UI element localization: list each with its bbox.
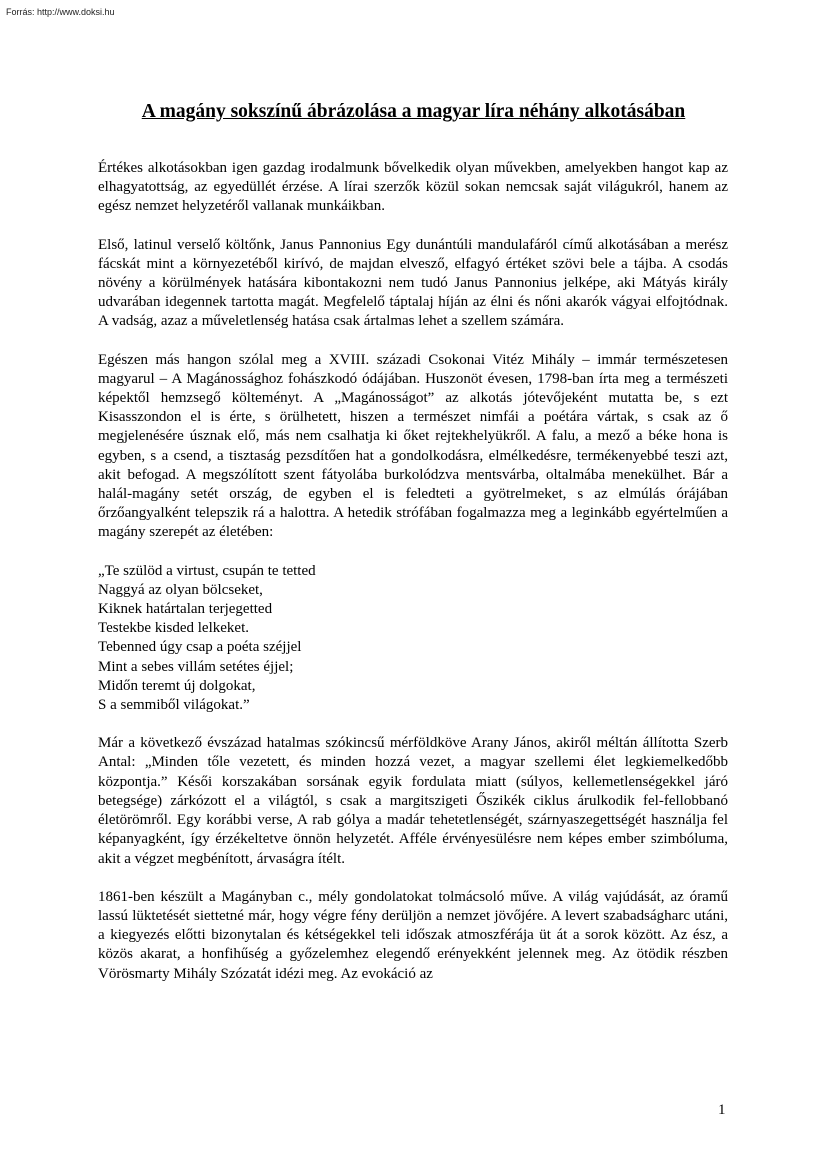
source-url: Forrás: http://www.doksi.hu (6, 7, 115, 17)
poem-line: „Te szülöd a virtust, csupán te tetted (98, 562, 316, 579)
paragraph-intro: Értékes alkotásokban igen gazdag irodalmunk bővelkedik olyan művekben, amelyekben hangot kap az elhagyatottság, az egyedüllét érzése. A lírai szerzők közül sokan nemcsak saját világukról, hanem az egész nemzet helyzetéről vallanak munkáikban. (98, 160, 728, 215)
poem-line: Naggyá az olyan bölcseket, (98, 581, 263, 598)
poem-line: Kiknek határtalan terjegetted (98, 601, 273, 618)
poem-line: Mint a sebes villám setétes éjjel; (98, 658, 294, 675)
paragraph-arany-janos: Már a következő évszázad hatalmas szókincsű mérföldköve Arany János, akiről méltán állította Szerb Antal: „Minden tőle vezetett, és minden hozzá vezet, a magyar szellemi élet legkiemelkedőbb központja.” Késői korszakában sorsának egyik fordulata miatt (súlyos, kellemetlenségekkel járó betegsége) zárkózott el a világtól, s csak a margitszigeti Őszikék ciklus árulkodik fel-fellobbanó életörömről. Egy korábbi verse, A rab gólya a madár tehetetlenségét, szárnyaszegettségét használja fel képanyagként, így érzékeltetve önnön helyzetét. Afféle érvényesülésre nem képes ember szimbóluma, akit a végzet megbénított, árvaságra ítélt. (98, 735, 728, 867)
poem-quote (98, 562, 728, 716)
paragraph-maganyban: 1861-ben készült a Magányban c., mély gondolatokat tolmácsoló műve. A világ vajúdását, az óramű lassú lüktetését siettetné már, hogy végre fény derüljön a nemzet jövőjére. A levert szabadságharc utáni, a kiegyezés előtti bizonytalan és kétségekkel teli időszak atmoszférája üt át a sorok között. Az ész, a közös akarat, a honfihűség a győzelemhez elegendő erényekként jelennek meg. Az ötödik részben Vörösmarty Mihály Szózatát idézi meg. Az evokáció az (98, 888, 728, 982)
page-title: A magány sokszínű ábrázolása a magyar líra néhány alkotásában (141, 101, 686, 122)
paragraph-janus-pannonius: Első, latinul verselő költőnk, Janus Pannonius Egy dunántúli mandulafáról című alkotásában a merész fácskát mint a környezetéből kirívó, de majdan elvesző, elfagyó értéket szövi bele a tájba. A csodás növény a körülmények hatására kibontakozni nem tudó Janus Pannonius jelképe, aki Mátyás király udvarában idegennek tartotta magát. Megfelelő táptalaj híján az élni és nőni akarók vágyai elfojtódnak. A vadság, azaz a műveletlenség hatása csak ártalmas lehet a szellem számára. (98, 236, 728, 330)
document-body (98, 159, 728, 1003)
poem-line: S a semmiből világokat.” (98, 697, 250, 714)
poem-line: Tebenned úgy csap a poéta széjjel (98, 639, 302, 656)
paragraph-csokonai: Egészen más hangon szólal meg a XVIII. századi Csokonai Vitéz Mihály – immár természetesen magyarul – A Magánossághoz fohászkodó ódájában. Huszonöt évesen, 1798-ban írta meg a természeti képektől hemzsegő költeményt. A „Magánosságot” az alkotás jótevőjeként mutatta be, s ezt Kisasszondon el is érte, s örülhetett, hiszen a természet nimfái a poétára vártak, s csak az ő megjelenésére úsznak elő, más nem csalhatja ki őket rejtekhelyükről. A falu, a mező a béke hona is egyben, s a csend, a tisztaság pezsdítően hat a gondolkodásra, elmélkedésre, termékenyebbé teszi azt, akit befogad. A megszólított szent fátyolába burkolódzva mentsvárba, oltalmába menekülhet. Bár a halál-magány setét ország, de egyben el is feledteti a gyötrelmeket, s az elmúlás órájában őrzőangyalként telepszik rá a halottra. A hetedik strófában fogalmazza meg a leginkább egyértelműen a magány szerepét az életében: (98, 351, 728, 541)
poem-line: Midőn teremt új dolgokat, (98, 677, 256, 694)
poem-line: Testekbe kisded lelkeket. (98, 620, 249, 637)
page-number: 1 (718, 1102, 726, 1118)
